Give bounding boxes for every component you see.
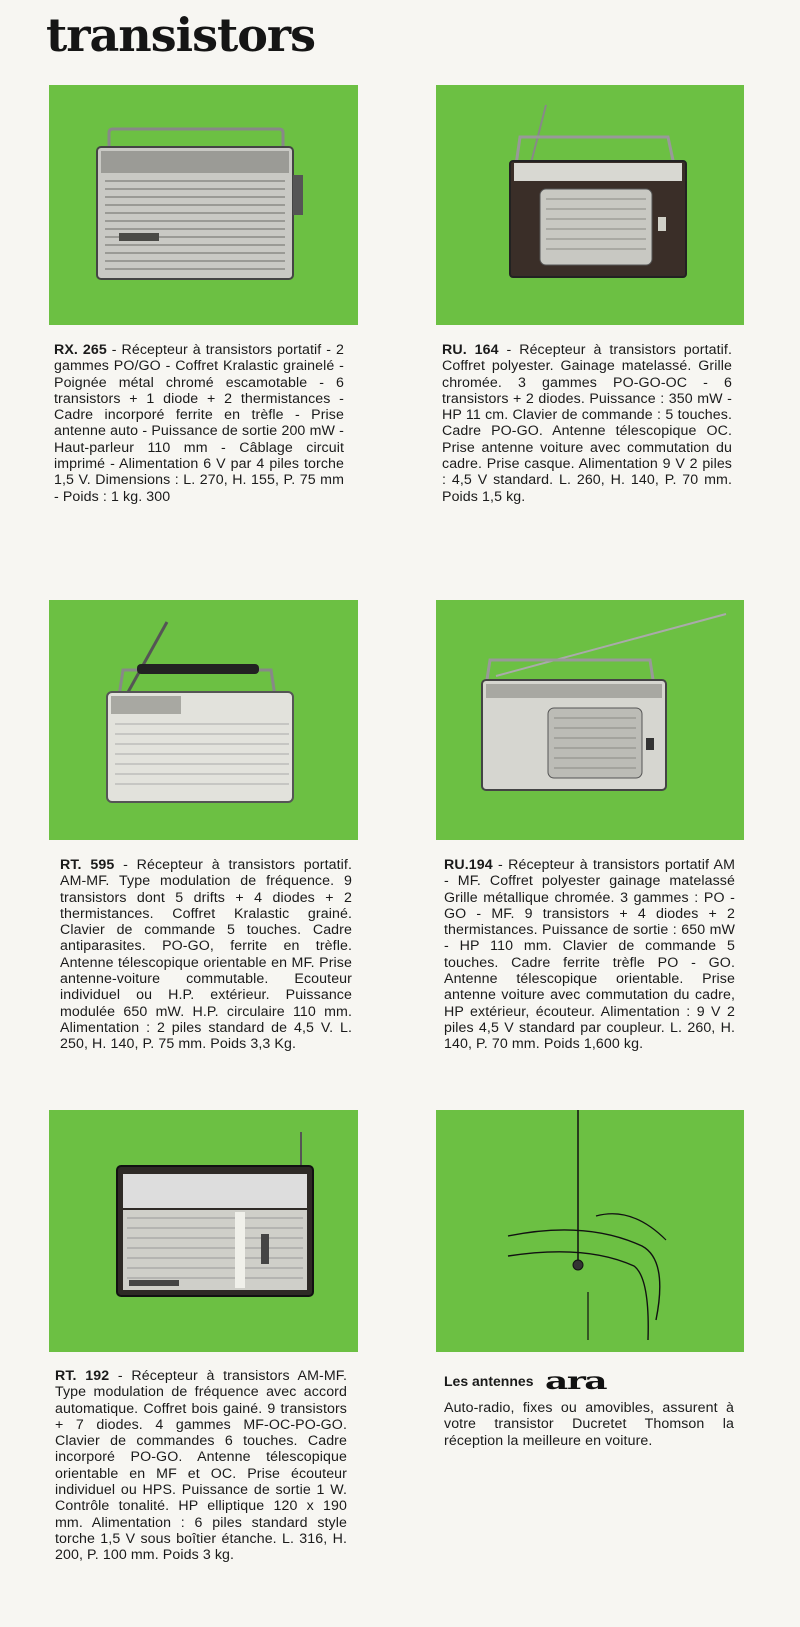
product-photo-ru164 xyxy=(436,85,744,325)
antennas-heading xyxy=(444,1366,607,1395)
ara-logo: ara xyxy=(545,1366,607,1395)
product-photo-ru194 xyxy=(436,600,744,840)
product-description-rt595: RT. 595 - Récepteur à transistors portatif. AM-MF. Type modulation de fréquence. 9 transistors dont 5 drifts + 4 diodes + 2 thermistances. Coffret Kralastic grainé. Clavier de commande 5 touches. Cadre antiparasites. PO-GO, ferrite en trèfle. Antenne télescopique orientable en MF. Prise antenne-voiture commutable. Ecouteur individuel ou H.P. extérieur. Puissance modulée 650 mW. H.P. circulaire 110 mm. Alimentation : 2 piles standard de 4,5 V. L. 250, H. 140, P. 75 mm. Poids 3,3 Kg. xyxy=(60,857,353,1053)
product-description-rt192: RT. 192 - Récepteur à transistors AM-MF. Type modulation de fréquence avec accord automatique. Coffret bois gainé. 9 transistors + 7 diodes. 4 gammes MF-OC-PO-GO. Clavier de commandes 6 touches. Cadre incorporé PO-GO. Antenne télescopique orientable en MF et OC. Prise écouteur individuel ou HPS. Puissance de sortie 1 W. Contrôle tonalité. HP elliptique 120 x 190 mm. Alimentation : 6 piles standard style torche 1,5 V sous boîtier étanche. L. 316, H. 200, P. 100 mm. Poids 3 kg. xyxy=(55,1368,348,1564)
antennas-heading-text: Les antennes xyxy=(444,1372,534,1389)
product-description-ru164: RU. 164 - Récepteur à transistors portatif. Coffret polyester. Gainage matelassé. Grille chromée. 3 gammes PO-GO-OC - 6 transistors + 2 diodes. Puissance : 350 mW - HP 11 cm. Clavier de commande : 5 touches. Cadre PO-GO. Antenne télescopique OC. Prise antenne voiture avec commutation du cadre. Prise casque. Alimentation 9 V 2 piles : 4,5 V standard. L. 260, H. 140, P. 70 mm. Poids 1,5 kg. xyxy=(442,342,733,505)
product-description-ru194: RU.194 - Récepteur à transistors portatif AM - MF. Coffret polyester gainage matelassé Grille métallique chromée. 3 gammes : PO - GO - MF. 9 transistors + 4 diodes + 2 thermistances. Puissance de sortie : 650 mW - HP 110 mm. Clavier de commande 5 touches. Cadre ferrite trèfle PO - GO. Antenne télescopique orientable. Prise antenne voiture avec commutation du cadre, HP extérieur, écouteur. Alimentation : 9 V 2 piles 4,5 V standard par coupleur. L. 260, H. 140, P. 70 mm. Poids 1,600 kg. xyxy=(444,857,735,1053)
product-photo-rx265 xyxy=(49,85,358,325)
antenna-photo xyxy=(436,1110,744,1352)
page-title: transistors xyxy=(46,8,316,62)
antennas-description: Auto-radio, fixes ou amovibles, assurent à votre transistor Ducretet Thomson la réception la meilleure en voiture. xyxy=(444,1400,734,1449)
product-photo-rt192 xyxy=(49,1110,358,1352)
product-description-rx265: RX. 265 - Récepteur à transistors portatif - 2 gammes PO/GO - Coffret Kralastic grainelé - Poignée métal chromé escamotable - 6 transistors + 1 diode + 2 thermistances - Cadre incorporé ferrite en trèfle - Prise antenne auto - Puissance de sortie 200 mW - Haut-parleur 110 mm - Câblage circuit imprimé - Alimentation 6 V par 4 piles torche 1,5 V. Dimensions : L. 270, H. 155, P. 75 mm - Poids : 1 kg. 300 xyxy=(54,342,344,505)
product-photo-rt595 xyxy=(49,600,358,840)
